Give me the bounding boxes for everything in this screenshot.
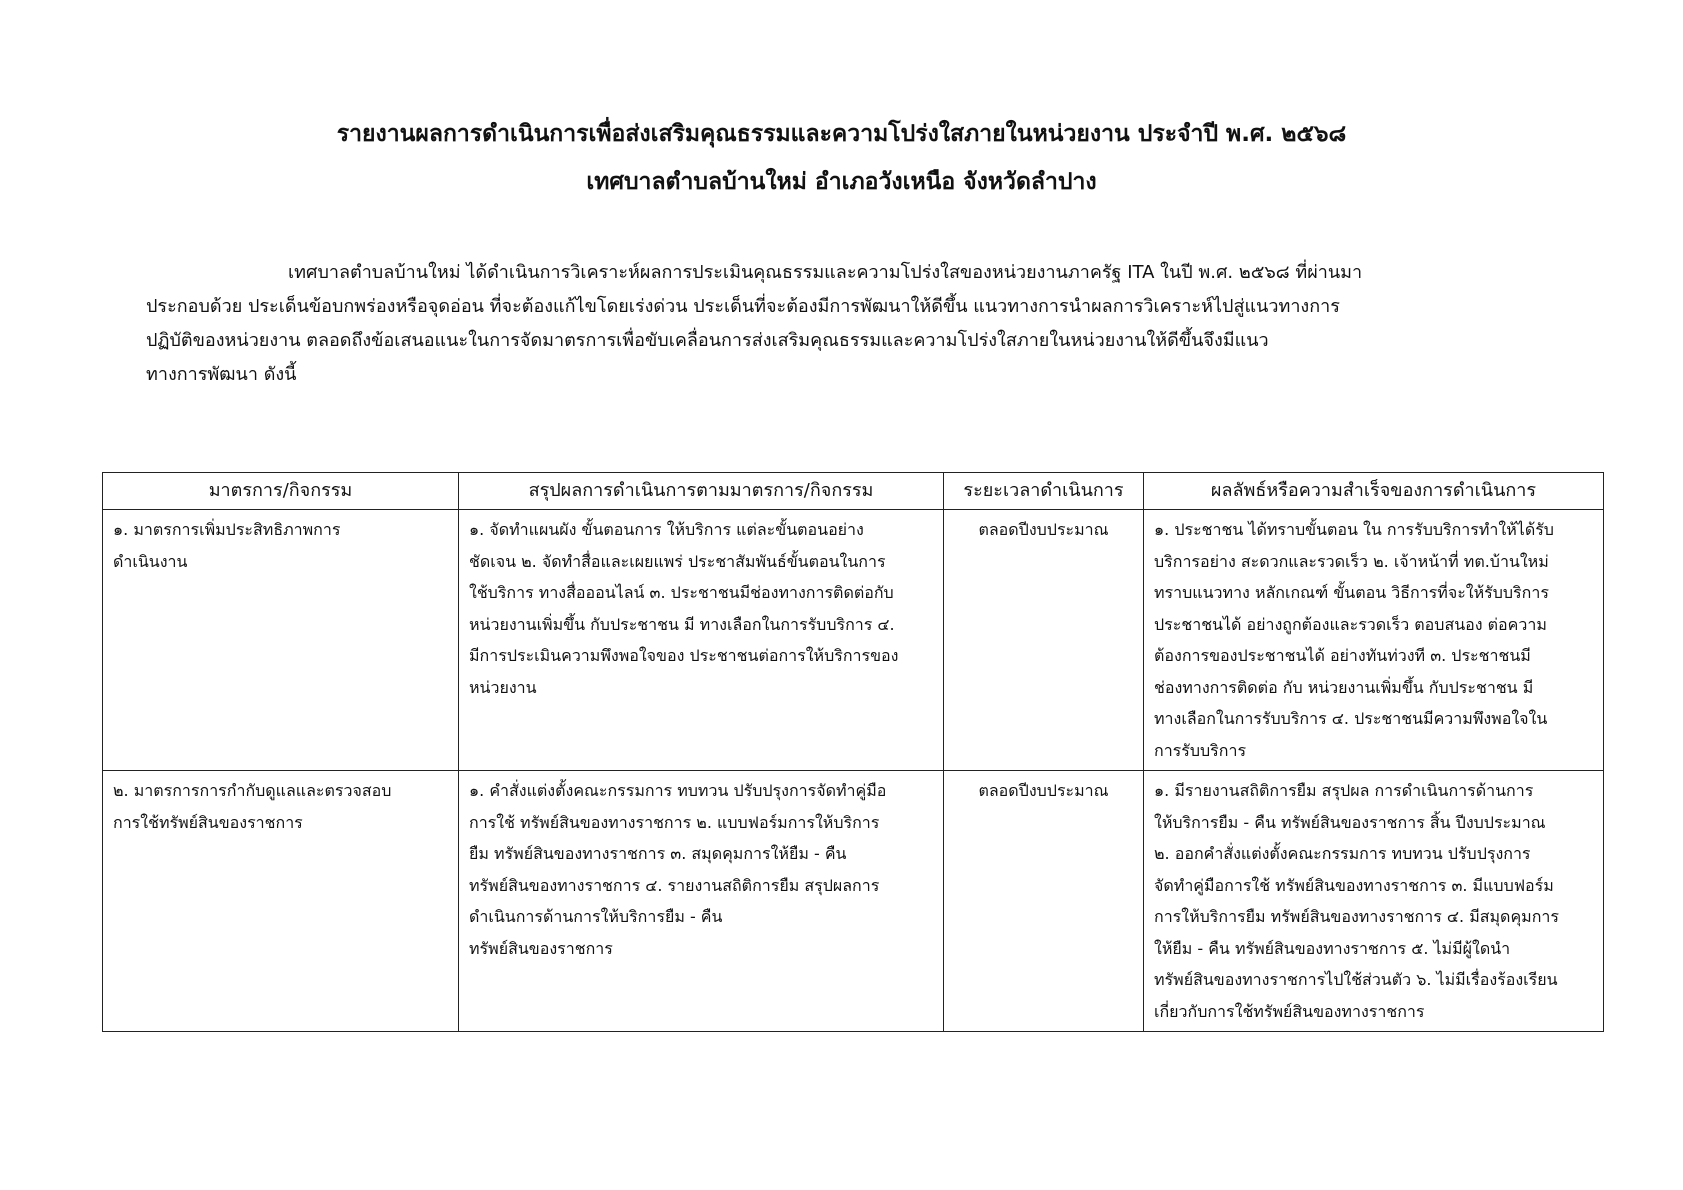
cell-period: ตลอดปีงบประมาณ bbox=[944, 771, 1144, 1032]
cell-measure: ๑. มาตรการเพิ่มประสิทธิภาพการ ดำเนินงาน bbox=[103, 510, 459, 771]
table-row bbox=[103, 510, 1604, 771]
document-title: รายงานผลการดำเนินการเพื่อส่งเสริมคุณธรรมและความโปร่งใสภายในหน่วยงาน ประจำปี พ.ศ. ๒๕๖๘ bbox=[336, 121, 1347, 147]
intro-line: ปฏิบัติของหน่วยงาน ตลอดถึงข้อเสนอแนะในการจัดมาตรการเพื่อขับเคลื่อนการส่งเสริมคุณธรรมและความโปร่งใสภายในหน่วยงานให้ดีขึ้นจึงมีแนว bbox=[146, 330, 1269, 351]
header-measure: มาตรการ/กิจกรรม bbox=[103, 473, 459, 510]
cell-result: ๑. มีรายงานสถิติการยืม สรุปผล การดำเนินการด้านการ ให้บริการยืม - คืน ทรัพย์สินของราชการ สิ้น ปีงบประมาณ ๒. ออกคำสั่งแต่งตั้งคณะกรรมการ ทบทวน ปรับปรุงการ จัดทำคู่มือการใช้ ทรัพย์สินของทางราชการ ๓. มีแบบฟอร์ม การให้บริการยืม ทรัพย์สินของทางราชการ ๔. มีสมุดคุมการ ให้ยืม - คืน ทรัพย์สินของทางราชการ ๕. ไม่มีผู้ใดนำ ทรัพย์สินของทางราชการไปใช้ส่วนตัว ๖. ไม่มีเรื่องร้องเรียน เกี่ยวกับการใช้ทรัพย์สินของทางราชการ bbox=[1144, 771, 1604, 1032]
measures-table bbox=[102, 472, 1604, 1032]
header-result: ผลลัพธ์หรือความสำเร็จของการดำเนินการ bbox=[1144, 473, 1604, 510]
header-period: ระยะเวลาดำเนินการ bbox=[944, 473, 1144, 510]
cell-measure: ๒. มาตรการการกำกับดูแลและตรวจสอบ การใช้ทรัพย์สินของราชการ bbox=[103, 771, 459, 1032]
table-header-row bbox=[103, 473, 1604, 510]
cell-result: ๑. ประชาชน ได้ทราบขั้นตอน ใน การรับบริการทำให้ได้รับ บริการอย่าง สะดวกและรวดเร็ว ๒. เจ้าหน้าที่ ทต.บ้านใหม่ ทราบแนวทาง หลักเกณฑ์ ขั้นตอน วิธีการที่จะให้รับบริการ ประชาชนได้ อย่างถูกต้องและรวดเร็ว ตอบสนอง ต่อความ ต้องการของประชาชนได้ อย่างทันท่วงที ๓. ประชาชนมี ช่องทางการติดต่อ กับ หน่วยงานเพิ่มขึ้น กับประชาชน มี ทางเลือกในการรับบริการ ๔. ประชาชนมีความพึงพอใจใน การรับบริการ bbox=[1144, 510, 1604, 771]
cell-summary: ๑. คำสั่งแต่งตั้งคณะกรรมการ ทบทวน ปรับปรุงการจัดทำคู่มือ การใช้ ทรัพย์สินของทางราชการ ๒. แบบฟอร์มการให้บริการ ยืม ทรัพย์สินของทางราชการ ๓. สมุดคุมการให้ยืม - คืน ทรัพย์สินของทางราชการ ๔. รายงานสถิติการยืม สรุปผลการ ดำเนินการด้านการให้บริการยืม - คืน ทรัพย์สินของราชการ bbox=[459, 771, 944, 1032]
intro-line: ประกอบด้วย ประเด็นข้อบกพร่องหรือจุดอ่อน ที่จะต้องแก้ไขโดยเร่งด่วน ประเด็นที่จะต้องมีการพัฒนาให้ดีขึ้น แนวทางการนำผลการวิเคราะห์ไปสู่แนวทางการ bbox=[146, 296, 1340, 317]
cell-summary: ๑. จัดทำแผนผัง ขั้นตอนการ ให้บริการ แต่ละขั้นตอนอย่าง ชัดเจน ๒. จัดทำสื่อและเผยแพร่ ประชาสัมพันธ์ขั้นตอนในการ ใช้บริการ ทางสื่อออนไลน์ ๓. ประชาชนมีช่องทางการติดต่อกับ หน่วยงานเพิ่มขึ้น กับประชาชน มี ทางเลือกในการรับบริการ ๔. มีการประเมินความพึงพอใจของ ประชาชนต่อการให้บริการของ หน่วยงาน bbox=[459, 510, 944, 771]
document-subtitle: เทศบาลตำบลบ้านใหม่ อำเภอวังเหนือ จังหวัดลำปาง bbox=[586, 169, 1097, 195]
intro-line: เทศบาลตำบลบ้านใหม่ ได้ดำเนินการวิเคราะห์ผลการประเมินคุณธรรมและความโปร่งใสของหน่วยงานภาครัฐ ITA ในปี พ.ศ. ๒๕๖๘ ที่ผ่านมา bbox=[288, 262, 1363, 283]
cell-period: ตลอดปีงบประมาณ bbox=[944, 510, 1144, 771]
intro-paragraph bbox=[146, 256, 1546, 392]
table-row bbox=[103, 771, 1604, 1032]
header-summary: สรุปผลการดำเนินการตามมาตรการ/กิจกรรม bbox=[459, 473, 944, 510]
intro-line: ทางการพัฒนา ดังนี้ bbox=[146, 364, 297, 385]
